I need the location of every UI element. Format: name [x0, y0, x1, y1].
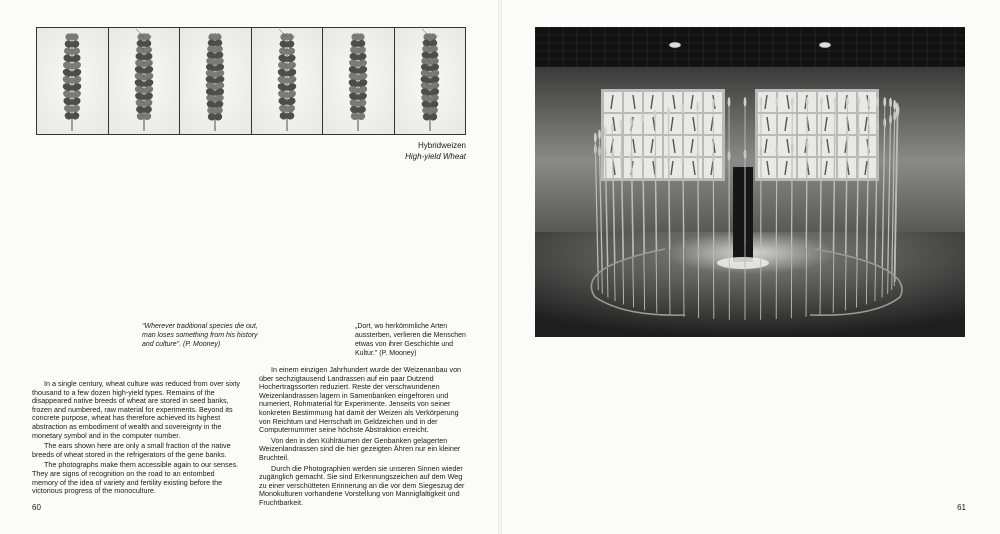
- quote-german: „Dort, wo herkömmliche Arten aussterben, verlieren die Menschen etwas von ihrer Geschichte und Kultur." (P. Mooney): [355, 323, 466, 357]
- wheat-ear-photo: [323, 28, 395, 134]
- text-column-german: [259, 366, 467, 508]
- wheat-ear-photo: [37, 28, 109, 134]
- left-page: [0, 0, 498, 534]
- paragraph: Von den in den Kühlräumen der Genbanken gelagerten Weizenlandrassen sind die hier gezeigten Ähren nur ein kleiner Bruchteil.: [259, 435, 461, 462]
- caption-english: High-yield Wheat: [405, 152, 466, 161]
- wheat-ear-photo: [395, 28, 466, 134]
- paragraph: In a single century, wheat culture was reduced from over sixty thousand to a few dozen high-yield types. Remains of the disappeared native breeds of wheat are stored in seed banks, frozen and numbered, raw material for experiments. Beyond its concrete purpose, wheat has therefore achieved its highest abstraction as embodiment of wealth and sovereignty in the monetary symbol and in the computer number.: [32, 379, 241, 440]
- caption-german: Hybridweizen: [417, 141, 466, 150]
- wheat-ear-photo: [252, 28, 324, 134]
- paragraph: In einem einzigen Jahrhundert wurde der Weizenanbau von über sechzigtausend Landrassen auf ein paar Dutzend Hochertragssorten reduziert. Reste der verschwundenen Weizenlandrassen lagern in Samenbanken eingefroren und numeriert, Rohmaterial für Experimente. Jenseits von seiner konkreten Bestimmung hat damit der Weizen als Verkörperung von Reichtum und Herrschaft im Geldzeichen und in der Computernummer seine höchste Abstraktion erreicht.: [259, 365, 462, 435]
- wheat-photo-strip: [36, 27, 466, 135]
- wheat-ear-photo: [109, 28, 181, 134]
- quote-english: "Wherever traditional species die out, man loses something from his history and culture". (P. Mooney): [142, 323, 258, 348]
- text-column-english: [32, 380, 242, 496]
- installation-photo: [535, 27, 965, 337]
- paragraph: The photographs make them accessible again to our senses. They are signs of recognition on the road to an entombed memory of the idea of variety and fertility existing before the victorious progress of the monoculture.: [32, 460, 239, 496]
- paragraph: The ears shown here are only a small fraction of the native breeds of wheat stored in the refrigerators of the gene banks.: [32, 441, 231, 459]
- photo-caption: [405, 140, 466, 162]
- wheat-ear-photo: [180, 28, 252, 134]
- page-number-right: 61: [957, 503, 966, 512]
- page-number-left: 60: [32, 503, 41, 512]
- paragraph: Durch die Photographien werden sie unseren Sinnen wieder zugänglich gemacht. Sie sind Erkennungszeichen auf dem Weg zu einer verschütteten Erinnerung an die vor dem Siegeszug der Monokulturen vorhandene Vorstellung von Mannigfaltigkeit und Fruchtbarkeit.: [259, 463, 465, 507]
